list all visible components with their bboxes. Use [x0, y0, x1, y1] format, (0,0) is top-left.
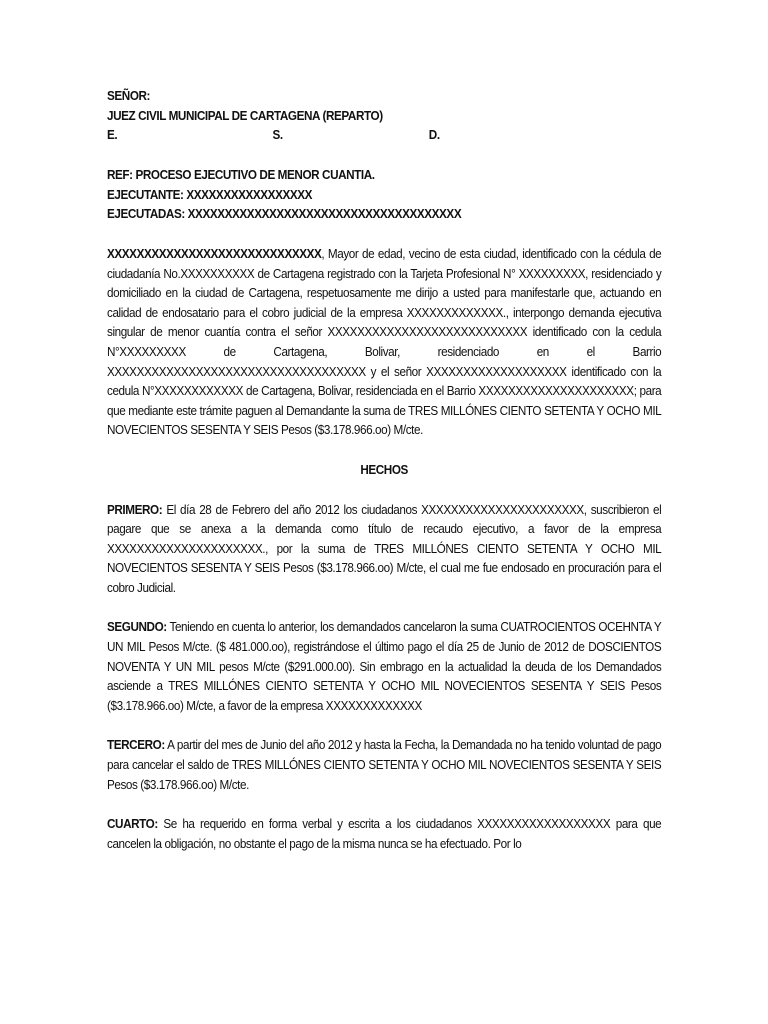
esd-s: S.	[272, 128, 283, 143]
fact-label: PRIMERO:	[107, 502, 163, 517]
fact-cuarto	[107, 815, 661, 854]
esd-d: D.	[428, 128, 440, 143]
fact-text: A partir del mes de Junio del año 2012 y hasta la Fecha, la Demandada no ha tenido voluntad de pago para cancelar el saldo de TRES MILLÓNES CIENTO SETENTA Y OCHO MIL NOVECIENTOS SESENTA Y SEIS Pesos ($3.178.966.oo) M/cte.	[107, 738, 662, 792]
ref-subject: REF: PROCESO EJECUTIVO DE MENOR CUANTIA.	[107, 168, 375, 183]
court-name: JUEZ CIVIL MUNICIPAL DE CARTAGENA (REPARTO)	[107, 108, 383, 123]
hechos-heading: HECHOS	[360, 462, 408, 477]
esd-line	[107, 126, 661, 146]
ref-ejecutadas: EJECUTADAS: XXXXXXXXXXXXXXXXXXXXXXXXXXXXXXXXXXXXX	[107, 207, 462, 222]
document-page	[107, 87, 662, 854]
intro-paragraph	[107, 245, 661, 441]
intro-text: , Mayor de edad, vecino de esta ciudad, identificado con la cédula de ciudadanía No.XXXXXXXXXX de Cartagena registrado con la Tarjeta Profesional N° XXXXXXXXX, residenciado y domiciliado en la ciudad de Cartagena, respetuosamente me dirijo a usted para manifestarle que, actuando en calidad de endosatario para el cobro judicial de la empresa XXXXXXXXXXXXX., interpongo demanda ejecutiva singular de menor cuantía contra el señor XXXXXXXXXXXXXXXXXXXXXXXXXXX identificado con la cedula N°XXXXXXXXX de Cartagena, Bolivar, residenciado en el Barrio XXXXXXXXXXXXXXXXXXXXXXXXXXXXXXXXXXX y el señor XXXXXXXXXXXXXXXXXXX identificado con la cedula N°XXXXXXXXXXXX de Cartagena, Bolivar, residenciada en el Barrio XXXXXXXXXXXXXXXXXXXXX; para que mediante este trámite paguen al Demandante la suma de TRES MILLÓNES CIENTO SETENTA Y OCHO MIL NOVECIENTOS SESENTA Y SEIS Pesos ($3.178.966.oo) M/cte.	[107, 246, 662, 438]
fact-tercero	[107, 736, 661, 795]
intro-name: XXXXXXXXXXXXXXXXXXXXXXXXXXXXX	[107, 246, 322, 261]
fact-label: SEGUNDO:	[107, 620, 167, 635]
fact-text: Teniendo en cuenta lo anterior, los demandados cancelaron la suma CUATROCIENTOS OCEHNTA Y UN MIL Pesos M/cte. ($ 481.000.oo), registrándose el último pago el día 25 de Junio de 2012 de DOSCIENTOS NOVENTA Y UN MIL pesos M/cte ($291.000.00). Sin embrago en la actualidad la deuda de los Demandados asciende a TRES MILLÓNES CIENTO SETENTA Y OCHO MIL NOVECIENTOS SESENTA Y SEIS Pesos ($3.178.966.oo) M/cte, a favor de la empresa XXXXXXXXXXXXX	[107, 620, 662, 713]
ref-ejecutante: EJECUTANTE: XXXXXXXXXXXXXXXXX	[107, 187, 313, 202]
fact-primero	[107, 501, 661, 599]
recipient-salutation: SEÑOR:	[107, 89, 151, 103]
fact-label: TERCERO:	[107, 738, 165, 753]
fact-text: Se ha requerido en forma verbal y escrita a los ciudadanos XXXXXXXXXXXXXXXXXX para que cancelen la obligación, no obstante el pago de la misma nunca se ha efectuado. Por lo	[107, 817, 662, 851]
document-body	[107, 87, 661, 854]
fact-text: El día 28 de Febrero del año 2012 los ciudadanos XXXXXXXXXXXXXXXXXXXXXX, suscribieron el pagare que se anexa a la demanda como título de recaudo ejecutivo, a favor de la empresa XXXXXXXXXXXXXXXXXXXXX., por la suma de TRES MILLÓNES CIENTO SETENTA Y OCHO MIL NOVECIENTOS SESENTA Y SEIS Pesos ($3.178.966.oo) M/cte, el cual me fue endosado en procuración para el cobro Judicial.	[107, 502, 662, 595]
fact-segundo	[107, 618, 661, 716]
esd-e: E.	[107, 128, 118, 143]
fact-label: CUARTO:	[107, 817, 158, 832]
